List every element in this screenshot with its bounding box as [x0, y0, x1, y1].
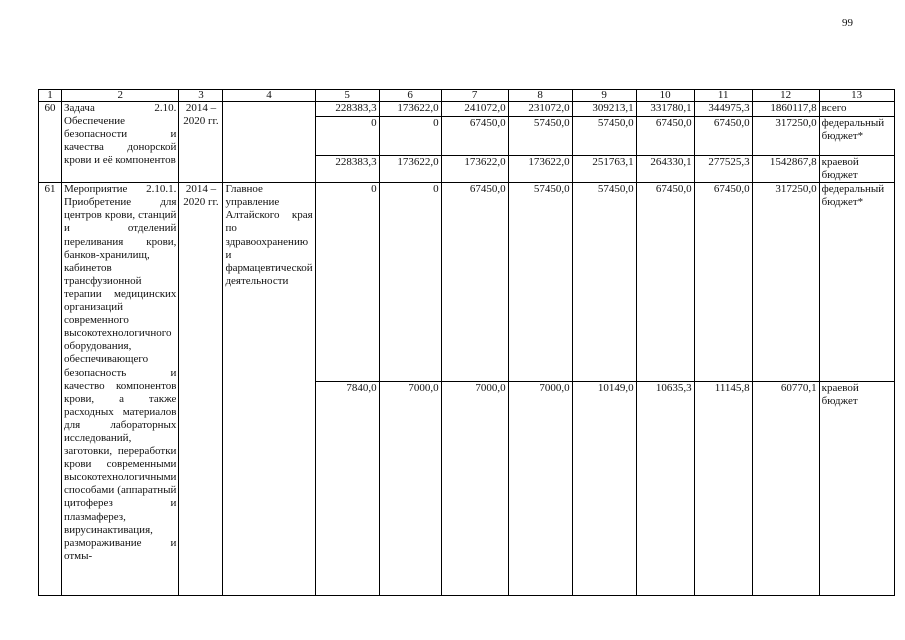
value-cell: 317250,0 — [752, 183, 819, 382]
budget-table-container — [38, 89, 895, 596]
value-cell: 241072,0 — [441, 102, 508, 117]
value-cell: 228383,3 — [315, 102, 379, 117]
value-cell: 57450,0 — [508, 183, 572, 382]
value-cell: 67450,0 — [441, 183, 508, 382]
value-cell: 309213,1 — [572, 102, 636, 117]
row-name: Мероприятие 2.10.1. Приобретение для центров крови, станций и отделений переливания крови, банков-хранилищ, кабинетов трансфузионной терапии медицинских организаций современного высокотехнологичного оборудования, обеспечивающего безопасность и качество компонентов крови, а также расходных материалов для лабораторных исследований, заготовки, переработки крови современными высокотехнологичными способами (аппаратный цитоферез и плазмаферез, вирусинактивация, размораживание и отмы- — [62, 183, 179, 596]
source-cell: федеральный бюджет* — [819, 117, 894, 156]
value-cell: 173622,0 — [508, 156, 572, 183]
row-number: 60 — [39, 102, 62, 183]
value-cell: 7000,0 — [379, 382, 441, 596]
header-cell: 8 — [508, 90, 572, 102]
value-cell: 0 — [315, 183, 379, 382]
value-cell: 344975,3 — [694, 102, 752, 117]
header-cell: 10 — [636, 90, 694, 102]
source-cell: краевой бюджет — [819, 382, 894, 596]
value-cell: 331780,1 — [636, 102, 694, 117]
row-name: Задача 2.10. Обеспечение безопасности и качества донорской крови и её компонентов — [62, 102, 179, 183]
value-cell: 57450,0 — [572, 183, 636, 382]
value-cell: 67450,0 — [636, 183, 694, 382]
row-period: 2014 – 2020 гг. — [179, 183, 223, 596]
header-row — [39, 90, 895, 102]
value-cell: 277525,3 — [694, 156, 752, 183]
page-number: 99 — [842, 17, 853, 29]
value-cell: 173622,0 — [379, 156, 441, 183]
header-cell: 7 — [441, 90, 508, 102]
value-cell: 57450,0 — [572, 117, 636, 156]
value-cell: 10149,0 — [572, 382, 636, 596]
row-executor — [223, 102, 315, 183]
header-cell: 13 — [819, 90, 894, 102]
value-cell: 0 — [379, 183, 441, 382]
header-cell: 9 — [572, 90, 636, 102]
value-cell: 173622,0 — [441, 156, 508, 183]
value-cell: 67450,0 — [694, 117, 752, 156]
value-cell: 0 — [315, 117, 379, 156]
header-cell: 4 — [223, 90, 315, 102]
value-cell: 251763,1 — [572, 156, 636, 183]
table-row — [39, 102, 895, 117]
value-cell: 1542867,8 — [752, 156, 819, 183]
header-cell: 1 — [39, 90, 62, 102]
budget-table — [38, 89, 895, 596]
row-executor: Главное управление Алтайского края по здравоохранению и фармацевтической деятельности — [223, 183, 315, 596]
value-cell: 7000,0 — [508, 382, 572, 596]
header-cell: 12 — [752, 90, 819, 102]
source-cell: краевой бюджет — [819, 156, 894, 183]
header-cell: 6 — [379, 90, 441, 102]
source-cell: федеральный бюджет* — [819, 183, 894, 382]
value-cell: 11145,8 — [694, 382, 752, 596]
row-period: 2014 – 2020 гг. — [179, 102, 223, 183]
header-cell: 11 — [694, 90, 752, 102]
value-cell: 57450,0 — [508, 117, 572, 156]
source-cell: всего — [819, 102, 894, 117]
header-cell: 3 — [179, 90, 223, 102]
header-cell: 5 — [315, 90, 379, 102]
value-cell: 7000,0 — [441, 382, 508, 596]
row-number: 61 — [39, 183, 62, 596]
value-cell: 10635,3 — [636, 382, 694, 596]
value-cell: 67450,0 — [636, 117, 694, 156]
value-cell: 0 — [379, 117, 441, 156]
value-cell: 231072,0 — [508, 102, 572, 117]
table-row — [39, 183, 895, 382]
value-cell: 67450,0 — [441, 117, 508, 156]
value-cell: 7840,0 — [315, 382, 379, 596]
value-cell: 173622,0 — [379, 102, 441, 117]
value-cell: 67450,0 — [694, 183, 752, 382]
value-cell: 228383,3 — [315, 156, 379, 183]
header-cell: 2 — [62, 90, 179, 102]
value-cell: 317250,0 — [752, 117, 819, 156]
value-cell: 264330,1 — [636, 156, 694, 183]
value-cell: 1860117,8 — [752, 102, 819, 117]
value-cell: 60770,1 — [752, 382, 819, 596]
